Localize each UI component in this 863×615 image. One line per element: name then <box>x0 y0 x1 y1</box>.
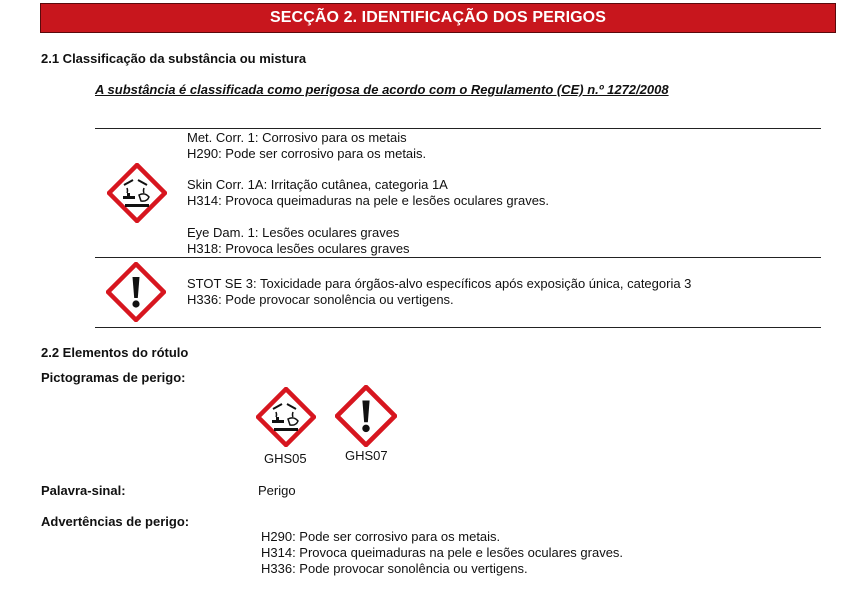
table-rule-middle <box>95 257 821 258</box>
regulation-statement: A substância é classificada como perigosa de acordo com o Regulamento (CE) n.º 1272/2008 <box>95 82 669 97</box>
hazard-statement: H314: Provoca queimaduras na pele e lesões oculares graves. <box>261 545 624 560</box>
classification-line: STOT SE 3: Toxicidade para órgãos-alvo específicos após exposição única, categoria 3 <box>187 276 692 291</box>
classification-line: Skin Corr. 1A: Irritação cutânea, categoria 1A <box>187 177 448 192</box>
pictogram-caption: GHS05 <box>264 451 307 466</box>
signal-word-value: Perigo <box>258 483 296 498</box>
section-2-2-heading: 2.2 Elementos do rótulo <box>41 345 189 360</box>
classification-line: H290: Pode ser corrosivo para os metais. <box>187 146 427 161</box>
hazard-statement: H336: Pode provocar sonolência ou vertigens. <box>261 561 528 576</box>
exclamation-mark-icon <box>106 262 166 322</box>
classification-line: H314: Provoca queimaduras na pele e lesões oculares graves. <box>187 193 550 208</box>
corrosion-icon <box>107 163 167 223</box>
signal-word-label: Palavra-sinal: <box>41 483 126 498</box>
classification-line: Eye Dam. 1: Lesões oculares graves <box>187 225 400 240</box>
corrosion-icon <box>256 387 316 447</box>
classification-line: H336: Pode provocar sonolência ou vertigens. <box>187 292 454 307</box>
table-rule-bottom <box>95 327 821 328</box>
section-2-1-heading: 2.1 Classificação da substância ou mistura <box>41 51 307 66</box>
classification-line: Met. Corr. 1: Corrosivo para os metais <box>187 130 407 145</box>
exclamation-mark-icon <box>335 385 397 447</box>
section-banner <box>40 3 836 33</box>
classification-line: H318: Provoca lesões oculares graves <box>187 241 410 256</box>
section-title: SECÇÃO 2. IDENTIFICAÇÃO DOS PERIGOS <box>270 9 606 26</box>
pictograms-label: Pictogramas de perigo: <box>41 370 186 385</box>
pictogram-caption: GHS07 <box>345 448 388 463</box>
hazard-statements-label: Advertências de perigo: <box>41 514 190 529</box>
hazard-statement: H290: Pode ser corrosivo para os metais. <box>261 529 501 544</box>
table-rule-top <box>95 128 821 129</box>
